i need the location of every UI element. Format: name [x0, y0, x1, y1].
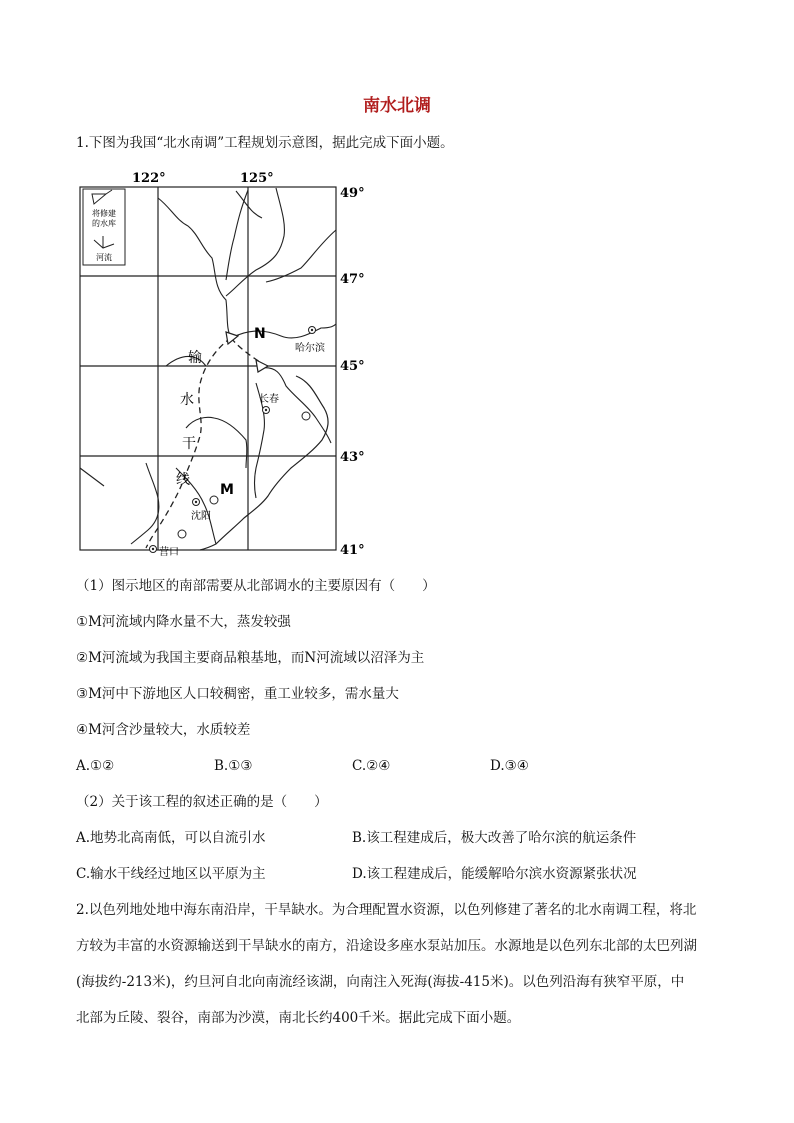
canal-char-3: 干	[182, 436, 196, 452]
option-2a[interactable]: A.地势北高南低，可以自流引水	[76, 830, 266, 846]
reservoir-marker-south	[256, 360, 268, 372]
lat-label-49: 49°	[340, 186, 365, 201]
legend-river-label: 河流	[96, 253, 112, 262]
statement-1: ①M河流域内降水量不大，蒸发较强	[76, 614, 291, 630]
option-1c[interactable]: C.②④	[352, 758, 391, 774]
question-2-line-1: 2.以色列地处地中海东南沿岸，干旱缺水。为合理配置水资源，以色列修建了著名的北水南调工程，将北	[76, 902, 697, 918]
canal-char-2: 水	[180, 392, 194, 408]
lat-label-45: 45°	[340, 359, 365, 374]
city-marker-south	[178, 530, 186, 538]
lat-label-41: 41°	[340, 543, 365, 558]
label-M: M	[220, 482, 234, 498]
canal-char-4: 线	[176, 472, 190, 488]
option-1b[interactable]: B.①③	[214, 758, 253, 774]
lon-label-125: 125°	[240, 171, 274, 186]
label-yingkou: 营口	[159, 547, 179, 558]
option-2b[interactable]: B.该工程建成后，极大改善了哈尔滨的航运条件	[352, 830, 637, 846]
option-2c[interactable]: C.输水干线经过地区以平原为主	[76, 866, 266, 882]
lon-label-122: 122°	[132, 171, 166, 186]
label-harbin: 哈尔滨	[295, 343, 325, 354]
label-shenyang: 沈阳	[191, 511, 211, 522]
option-2d[interactable]: D.该工程建成后，能缓解哈尔滨水资源紧张状况	[352, 866, 637, 882]
question-2-line-3: (海拔约-213米)，约旦河自北向南流经该湖，向南注入死海(海拔-415米)。以色列沿海有狭窄平原，中	[76, 974, 685, 990]
statement-2: ②M河流域为我国主要商品粮基地，而N河流域以沼泽为主	[76, 650, 425, 666]
page-title: 南水北调	[363, 96, 431, 116]
sub-question-1-stem: （1）图示地区的南部需要从北部调水的主要原因有（ ）	[76, 578, 436, 594]
city-marker-m	[210, 496, 218, 504]
option-1a[interactable]: A.①②	[76, 758, 115, 774]
lat-label-43: 43°	[340, 450, 365, 465]
sub-question-2-stem: （2）关于该工程的叙述正确的是（ ）	[76, 794, 328, 810]
label-changchun: 长春	[259, 394, 279, 405]
label-N: N	[254, 326, 266, 342]
question-2-line-4: 北部为丘陵、裂谷，南部为沙漠，南北长约400千米。据此完成下面小题。	[76, 1010, 521, 1026]
map-legend	[83, 189, 125, 265]
lat-label-47: 47°	[340, 272, 365, 287]
legend-reservoir-label: 将修建的水库	[92, 209, 116, 228]
city-marker-east	[302, 412, 310, 420]
question-1-intro: 1.下图为我国“北水南调”工程规划示意图，据此完成下面小题。	[76, 135, 454, 151]
statement-4: ④M河含沙量较大，水质较差	[76, 722, 251, 738]
canal-char-1: 输	[188, 350, 202, 366]
water-transfer-map	[76, 168, 376, 560]
option-1d[interactable]: D.③④	[490, 758, 529, 774]
reservoir-marker-north	[226, 332, 238, 344]
statement-3: ③M河中下游地区人口较稠密，重工业较多，需水量大	[76, 686, 399, 702]
question-2-line-2: 方较为丰富的水资源输送到干旱缺水的南方，沿途设多座水泵站加压。水源地是以色列东北部的太巴列湖	[76, 938, 697, 954]
